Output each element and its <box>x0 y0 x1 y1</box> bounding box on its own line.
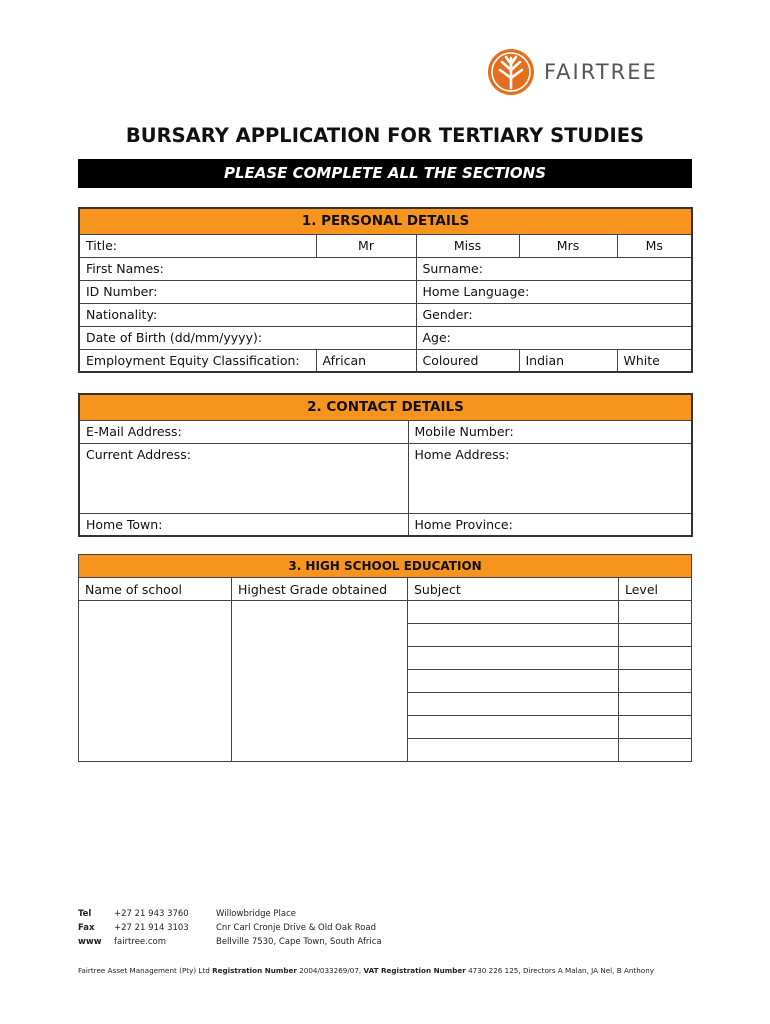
subject-field[interactable] <box>408 670 619 693</box>
website-link[interactable]: fairtree.com <box>114 937 167 947</box>
legal-notice <box>78 966 654 975</box>
equity-option-indian[interactable]: Indian <box>519 349 617 372</box>
email-field[interactable]: E-Mail Address: <box>79 420 408 443</box>
high-school-heading: 3. HIGH SCHOOL EDUCATION <box>79 555 692 578</box>
date-of-birth-field[interactable]: Date of Birth (dd/mm/yyyy): <box>79 326 416 349</box>
mobile-number-field[interactable]: Mobile Number: <box>408 420 692 443</box>
school-name-header: Name of school <box>79 578 232 601</box>
equity-option-white[interactable]: White <box>617 349 692 372</box>
level-field[interactable] <box>619 670 692 693</box>
level-field[interactable] <box>619 647 692 670</box>
personal-details-table <box>78 207 693 373</box>
level-header: Level <box>619 578 692 601</box>
fax-label: Fax <box>78 923 95 933</box>
home-language-field[interactable]: Home Language: <box>416 280 692 303</box>
home-province-field[interactable]: Home Province: <box>408 513 692 536</box>
registration-label: Registration Number <box>212 966 297 975</box>
grade-field[interactable] <box>232 601 408 762</box>
fax-value: +27 21 914 3103 <box>114 923 189 933</box>
level-field[interactable] <box>619 739 692 762</box>
level-field[interactable] <box>619 693 692 716</box>
instructions-banner: PLEASE COMPLETE ALL THE SECTIONS <box>78 159 692 188</box>
title-label: Title: <box>79 234 316 257</box>
equity-option-coloured[interactable]: Coloured <box>416 349 519 372</box>
address-line-2: Cnr Carl Cronje Drive & Old Oak Road <box>216 923 377 933</box>
brand-name: FAIRTREE <box>544 60 658 84</box>
home-address-field[interactable]: Home Address: <box>408 443 692 513</box>
registration-number: 2004/033269/07, <box>299 966 362 975</box>
tree-logo-icon <box>487 48 535 96</box>
title-option-mr[interactable]: Mr <box>316 234 416 257</box>
school-name-field[interactable] <box>79 601 232 762</box>
vat-number-directors: 4730 226 125, Directors A Malan, JA Nel, B Anthony <box>468 966 655 975</box>
surname-field[interactable]: Surname: <box>416 257 692 280</box>
gender-field[interactable]: Gender: <box>416 303 692 326</box>
contact-details-table <box>78 393 693 537</box>
address-line-1: Willowbridge Place <box>216 909 297 919</box>
subject-field[interactable] <box>408 693 619 716</box>
contact-footer <box>78 907 466 949</box>
level-field[interactable] <box>619 601 692 624</box>
subject-field[interactable] <box>408 624 619 647</box>
vat-label: VAT Registration Number <box>363 966 466 975</box>
brand-logo <box>487 48 658 96</box>
address-line-3: Bellville 7530, Cape Town, South Africa <box>216 937 382 947</box>
title-option-mrs[interactable]: Mrs <box>519 234 617 257</box>
company-name: Fairtree Asset Management (Pty) Ltd <box>78 966 210 975</box>
subject-field[interactable] <box>408 739 619 762</box>
contact-details-heading: 2. CONTACT DETAILS <box>79 394 692 420</box>
id-number-field[interactable]: ID Number: <box>79 280 416 303</box>
nationality-field[interactable]: Nationality: <box>79 303 416 326</box>
subject-header: Subject <box>408 578 619 601</box>
title-option-miss[interactable]: Miss <box>416 234 519 257</box>
www-label: www <box>78 937 102 947</box>
age-field[interactable]: Age: <box>416 326 692 349</box>
subject-field[interactable] <box>408 716 619 739</box>
equity-classification-label: Employment Equity Classification: <box>79 349 316 372</box>
title-option-ms[interactable]: Ms <box>617 234 692 257</box>
subject-field[interactable] <box>408 601 619 624</box>
equity-option-african[interactable]: African <box>316 349 416 372</box>
subject-field[interactable] <box>408 647 619 670</box>
home-town-field[interactable]: Home Town: <box>79 513 408 536</box>
current-address-field[interactable]: Current Address: <box>79 443 408 513</box>
first-names-field[interactable]: First Names: <box>79 257 416 280</box>
level-field[interactable] <box>619 624 692 647</box>
high-school-table <box>78 554 692 762</box>
page-title: BURSARY APPLICATION FOR TERTIARY STUDIES <box>125 124 645 147</box>
tel-value: +27 21 943 3760 <box>114 909 189 919</box>
grade-header: Highest Grade obtained <box>232 578 408 601</box>
tel-label: Tel <box>78 909 92 919</box>
level-field[interactable] <box>619 716 692 739</box>
personal-details-heading: 1. PERSONAL DETAILS <box>79 208 692 234</box>
